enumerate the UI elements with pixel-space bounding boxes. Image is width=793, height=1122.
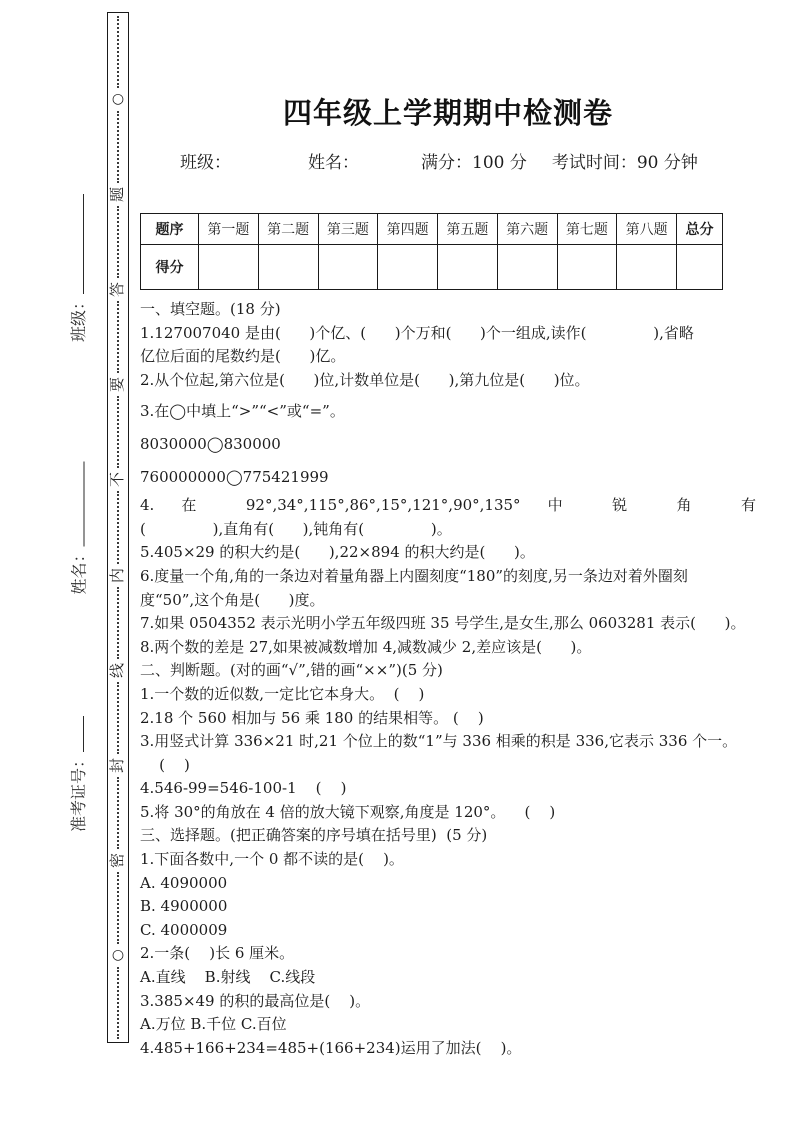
- exam-line: 1.127007040 是由( )个亿、( )个万和( )个一组成,读作( ),省略: [140, 323, 694, 342]
- exam-line: 5.405×29 的积大约是( ),22×894 的积大约是( )。: [140, 543, 535, 562]
- exam-line: 二、判断题。(对的画“√”,错的画“××”)(5 分): [140, 661, 443, 680]
- seal-char: 答: [108, 282, 127, 298]
- seal-char: 密: [108, 852, 127, 868]
- seal-line-strip: [107, 12, 129, 1043]
- exam-line: 5.将 30°的角放在 4 倍的放大镜下观察,角度是 120°。 ( ): [140, 802, 556, 821]
- seal-char: 不: [108, 472, 127, 488]
- exam-line: ( ): [140, 755, 190, 774]
- side-label-class: [66, 192, 88, 342]
- score-empty-cell: [557, 245, 617, 290]
- exam-line: ( ),直角有( ),钝角有( )。: [140, 519, 452, 538]
- exam-info-item-0: 班级：: [180, 153, 231, 173]
- exam-line: 3.385×49 的积的最高位是( )。: [140, 991, 371, 1010]
- score-table-score-row: [141, 245, 723, 290]
- exam-line: 760000000◯775421999: [140, 467, 329, 486]
- blank-line: [70, 461, 85, 546]
- score-table-header-cell: 第六题: [497, 214, 557, 245]
- exam-line: A.直线 B.射线 C.线段: [140, 968, 316, 987]
- score-empty-cell: [378, 245, 438, 290]
- blank-line: [69, 194, 84, 294]
- score-row-label: 得分: [141, 245, 199, 290]
- seal-char: 封: [108, 757, 127, 773]
- score-table-header-cell: 题序: [141, 214, 199, 245]
- score-empty-cell: [258, 245, 318, 290]
- score-empty-cell: [318, 245, 378, 290]
- exam-line: 三、选择题。(把正确答案的序号填在括号里) (5 分): [140, 826, 488, 845]
- exam-line: 2.18 个 560 相加与 56 乘 180 的结果相等。 ( ): [140, 708, 484, 727]
- exam-line: 3.用竖式计算 336×21 时,21 个位上的数“1”与 336 相乘的积是 336,它表示 336 个一。: [140, 732, 738, 751]
- exam-line: 2.从个位起,第六位是( )位,计数单位是( ),第九位是( )位。: [140, 370, 590, 389]
- seal-circle-mark: ○: [111, 91, 125, 108]
- score-table: [140, 213, 723, 290]
- exam-line: 6.度量一个角,角的一条边对着量角器上内圈刻度“180”的刻度,另一条边对着外圈刻: [140, 566, 688, 585]
- exam-line: 1.下面各数中,一个 0 都不读的是( )。: [140, 850, 404, 869]
- side-label-admission-number-text: 准考证号：: [69, 751, 88, 832]
- exam-info-row: [140, 150, 756, 176]
- score-table-header-cell: 第三题: [318, 214, 378, 245]
- score-table-header-row: [141, 214, 723, 245]
- exam-line: A. 4090000: [140, 873, 228, 892]
- exam-line: 3.在◯中填上“>”“<”或“=”。: [140, 402, 345, 421]
- page-title: 四年级上学期期中检测卷: [282, 96, 613, 130]
- exam-line: 8.两个数的差是 27,如果被减数增加 4,减数减少 2,差应该是( )。: [140, 637, 592, 656]
- score-table-header-cell: 第一题: [199, 214, 259, 245]
- score-empty-cell: [677, 245, 723, 290]
- dotted-seal-line: [117, 682, 119, 754]
- exam-line: C. 4000009: [140, 920, 228, 939]
- side-label-class-text: 班级：: [69, 293, 88, 342]
- score-empty-cell: [497, 245, 557, 290]
- exam-line: 7.如果 0504352 表示光明小学五年级四班 35 号学生,是女生,那么 0603281 表示( )。: [140, 614, 746, 633]
- seal-char: 题: [108, 187, 127, 203]
- score-table-header-cell: 第四题: [378, 214, 438, 245]
- exam-line: 4.546-99=546-100-1 ( ): [140, 779, 347, 798]
- seal-char: 要: [108, 377, 127, 393]
- exam-line: 亿位后面的尾数约是( )亿。: [140, 347, 346, 366]
- score-table-header-cell: 总分: [677, 214, 723, 245]
- exam-line: 8030000◯830000: [140, 434, 281, 453]
- score-table-header-cell: 第五题: [438, 214, 498, 245]
- dotted-seal-line: [117, 777, 119, 849]
- side-label-name-text: 姓名：: [69, 546, 89, 595]
- exam-line: 1.一个数的近似数,一定比它本身大。 ( ): [140, 684, 425, 703]
- dotted-seal-line: [117, 16, 119, 88]
- exam-info-item-2: 满分：100 分: [421, 153, 527, 173]
- exam-line: 2.一条( )长 6 厘米。: [140, 944, 295, 963]
- dotted-seal-line: [117, 301, 119, 373]
- exam-line: B. 4900000: [140, 897, 228, 916]
- side-label-admission-number: [66, 714, 88, 832]
- exam-info-item-3: 考试时间：90 分钟: [551, 153, 698, 173]
- score-table-header-cell: 第八题: [617, 214, 677, 245]
- score-empty-cell: [199, 245, 259, 290]
- exam-main-column: [140, 86, 756, 1060]
- side-label-name: [67, 460, 89, 595]
- dotted-seal-line: [117, 396, 119, 468]
- dotted-seal-line: [117, 587, 119, 659]
- dotted-seal-line: [117, 872, 119, 944]
- score-empty-cell: [617, 245, 677, 290]
- blank-line: [69, 716, 84, 752]
- seal-char: 线: [108, 662, 127, 678]
- exam-line: 4.485+166+234=485+(166+234)运用了加法( )。: [140, 1038, 522, 1057]
- score-table-header-cell: 第七题: [557, 214, 617, 245]
- exam-line: 度“50”,这个角是( )度。: [140, 590, 325, 609]
- exam-line: 一、填空题。(18 分): [140, 300, 281, 318]
- score-empty-cell: [438, 245, 498, 290]
- exam-body: [140, 298, 756, 1060]
- exam-line: 4. 在 92°,34°,115°,86°,15°,121°,90°,135° 中 锐 角 有: [140, 496, 756, 515]
- dotted-seal-line: [117, 111, 119, 183]
- seal-char: 内: [108, 567, 127, 583]
- dotted-seal-line: [117, 206, 119, 278]
- exam-info-item-1: 姓名：: [308, 153, 359, 173]
- exam-line: A.万位 B.千位 C.百位: [140, 1015, 287, 1034]
- dotted-seal-line: [117, 967, 119, 1039]
- dotted-seal-line: [117, 491, 119, 563]
- score-table-header-cell: 第二题: [258, 214, 318, 245]
- seal-circle-mark: ○: [111, 946, 125, 963]
